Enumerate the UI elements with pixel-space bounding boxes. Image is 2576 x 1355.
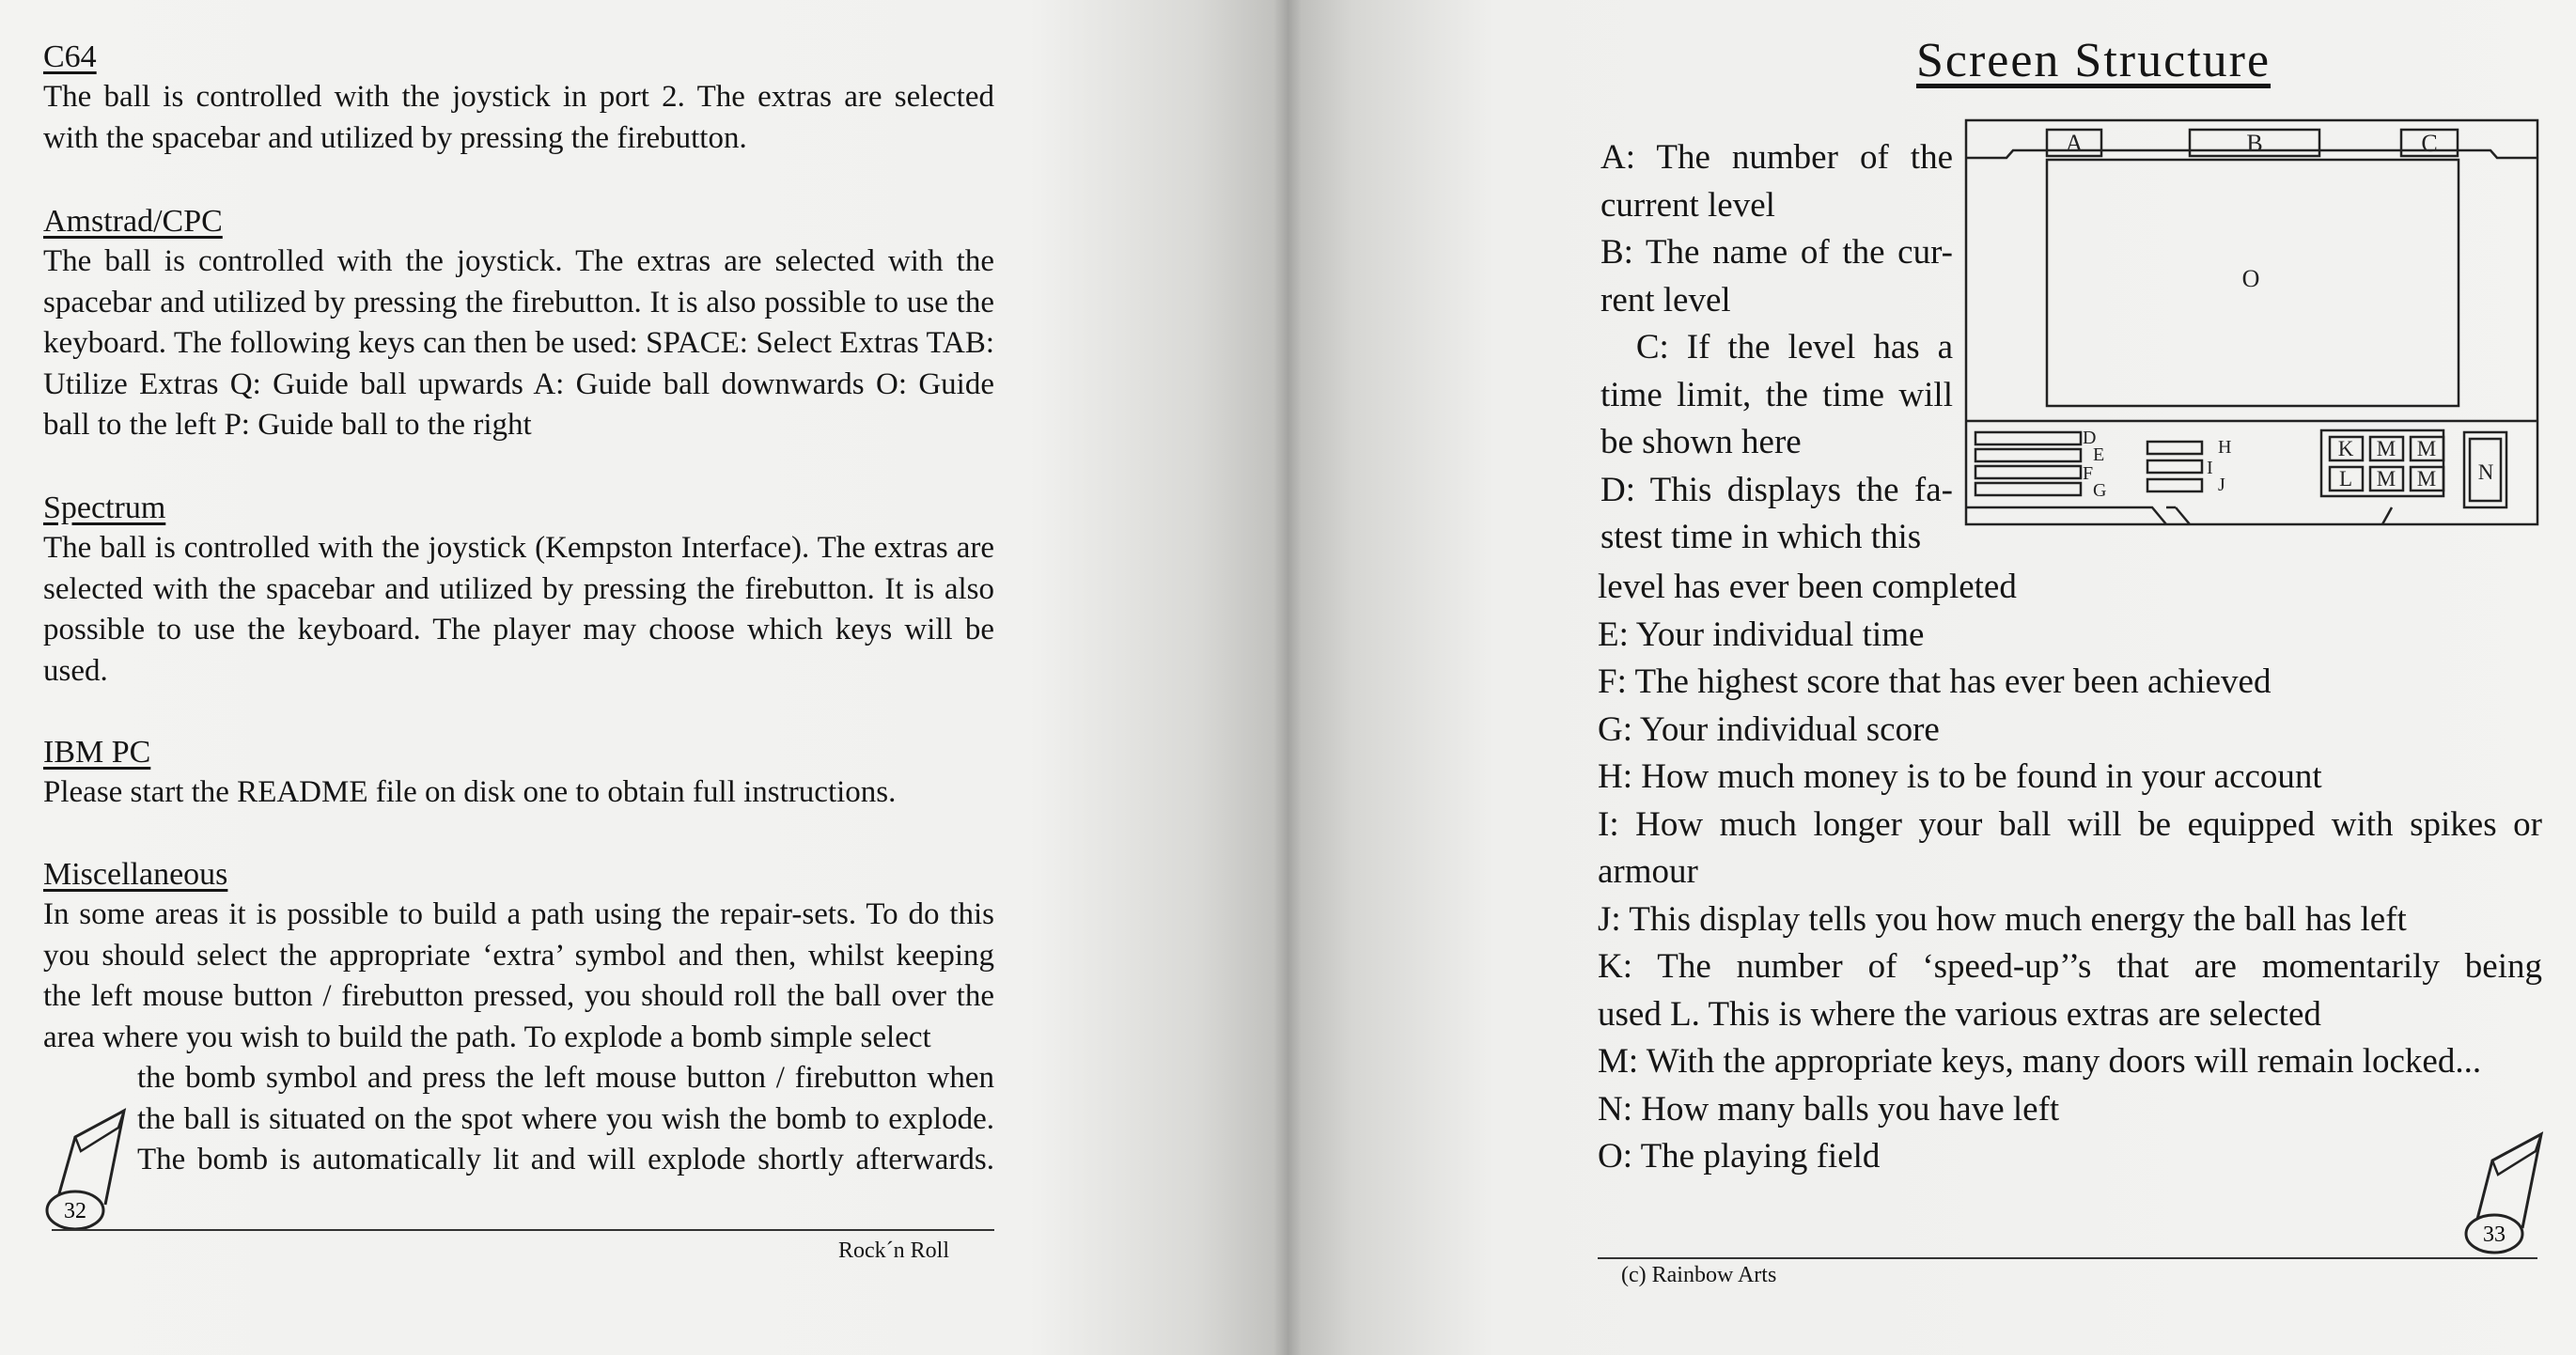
page-number: 32 [64, 1199, 86, 1223]
page-title: Screen Structure [1915, 34, 2272, 87]
label-a: A [2065, 130, 2084, 157]
section-heading: IBM PC [43, 735, 151, 770]
label-g: G [2093, 480, 2107, 501]
section-heading: Miscellaneous [43, 857, 228, 892]
section-body: The ball is controlled with the joystick. The extras are selected with the spacebar and utilized by pressing the firebutton. It is also possible to use the keyboard. The following keys can then be used: SPACE: Select Extras TAB: Utilize Extras Q: Guide ball upwards A: Guide ball downwards O: Guide ball to the left P: Guide ball to the right [43, 244, 994, 442]
page-number-badge-right [2453, 1123, 2556, 1259]
legend-wide-column [1598, 564, 2542, 1181]
legend-line: rent level [1600, 280, 1731, 319]
section-body: In some areas it is possible to build a path using the repair-sets. To do this you should select the appropriate ‘extra’ symbol and then, whilst keeping the left mouse button / firebutton pressed, you should roll the ball over the area where you wish to build the path. To explode a bomb simple select [43, 897, 994, 1054]
legend-line: H: How much money is to be found in your account [1598, 757, 2322, 796]
legend-narrow-column [1600, 134, 1953, 562]
section-c64 [43, 38, 994, 159]
page-number-badge-left [38, 1099, 141, 1236]
screen-structure-diagram [1964, 113, 2542, 536]
label-b: B [2246, 130, 2263, 157]
legend-line: level has ever been completed [1598, 568, 2017, 606]
legend-line: stest time in which this [1600, 518, 1922, 556]
section-heading: Amstrad/CPC [43, 204, 223, 239]
legend-line: E: Your individual time [1598, 615, 1925, 654]
label-m: M [2416, 467, 2437, 491]
section-miscellaneous [43, 855, 994, 1181]
section-amstrad [43, 202, 994, 446]
label-n: N [2477, 460, 2494, 484]
label-e: E [2093, 444, 2105, 465]
legend-line: K: The number of ‘speed-up’’s that are momentarily being [1598, 947, 2542, 986]
legend-line: armour [1598, 852, 1698, 891]
label-f: F [2083, 463, 2094, 484]
footer-rule [1598, 1257, 2537, 1259]
section-ibm-pc [43, 733, 994, 814]
footer-rule [52, 1229, 994, 1231]
section-spectrum [43, 489, 994, 692]
legend-line: I: How much longer your ball will be equipped with spikes or [1598, 804, 2542, 844]
book-spine [1273, 0, 1302, 1355]
section-body-line: the bomb symbol and press the left mouse button / firebutton when [137, 1061, 994, 1095]
section-heading: Spectrum [43, 491, 166, 525]
page-number: 33 [2483, 1223, 2506, 1247]
legend-line: F: The highest score that has ever been achieved [1598, 662, 2272, 701]
legend-line: be shown here [1600, 423, 1802, 461]
label-c: C [2421, 130, 2438, 157]
footer-text: (c) Rainbow Arts [1621, 1263, 1777, 1287]
label-h: H [2218, 437, 2232, 458]
legend-line: J: This display tells you how much energy the ball has left [1598, 899, 2407, 939]
section-body: Please start the README file on disk one to obtain full instructions. [43, 775, 897, 809]
legend-line: O: The playing field [1598, 1137, 1881, 1176]
label-o: O [2241, 265, 2260, 292]
legend-line: B: The name of the cur- [1600, 233, 1953, 272]
legend-line: time limit, the time will [1600, 375, 1953, 414]
label-m: M [2416, 437, 2437, 460]
diagram-frame [1966, 120, 2537, 524]
legend-line: used L. This is where the various extras are selected [1598, 994, 2321, 1034]
legend-line: M: With the appropriate keys, many doors will remain locked... [1598, 1042, 2482, 1081]
label-m: M [2376, 467, 2396, 491]
section-heading: C64 [43, 39, 97, 74]
legend-line: C: If the level has a [1600, 328, 1953, 366]
legend-line: N: How many balls you have left [1598, 1089, 2060, 1129]
legend-line: A: The number of the [1600, 138, 1953, 177]
section-body-line: The bomb is automatically lit and will explode shortly afterwards. [137, 1143, 994, 1176]
legend-line: D: This displays the fa- [1600, 470, 1953, 509]
section-body: The ball is controlled with the joystick (Kempston Interface). The extras are selected with the spacebar and utilized by pressing the firebutton. It is also possible to use the keyboard. The player may choose which keys will be used. [43, 531, 994, 688]
label-m: M [2376, 437, 2396, 460]
footer-text: Rock´n Roll [838, 1238, 949, 1263]
label-l: L [2338, 467, 2353, 491]
label-j: J [2218, 475, 2225, 495]
section-body: The ball is controlled with the joystick in port 2. The extras are selected with the spacebar and utilized by pressing the firebutton. [43, 80, 994, 155]
label-d: D [2083, 428, 2097, 448]
legend-line: current level [1600, 185, 1775, 225]
label-k: K [2337, 437, 2354, 460]
section-body-line: the ball is situated on the spot where you wish the bomb to explode. [137, 1101, 994, 1136]
label-i: I [2207, 458, 2213, 478]
legend-line: G: Your individual score [1598, 709, 1940, 749]
